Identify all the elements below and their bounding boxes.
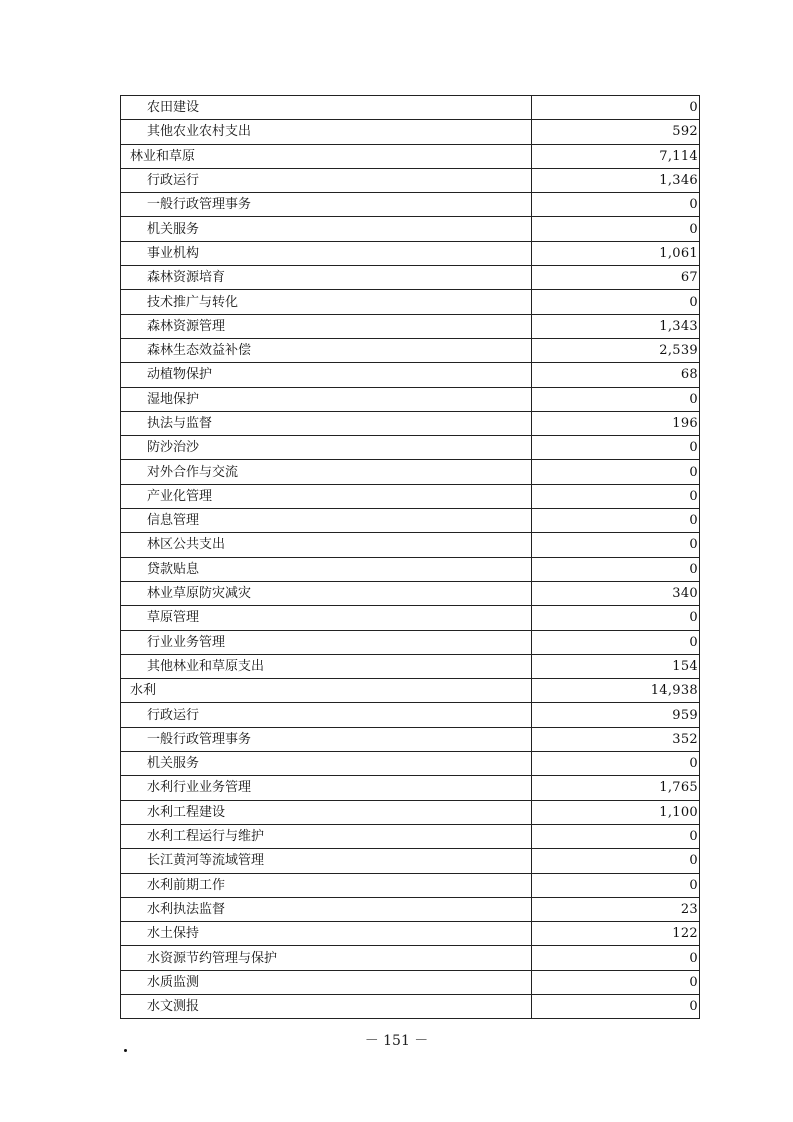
item-amount-cell: 154 [532,654,700,678]
item-amount-cell: 0 [532,533,700,557]
item-amount-cell: 67 [532,266,700,290]
item-amount-cell: 340 [532,581,700,605]
table-row [121,533,700,557]
item-name-cell: 行政运行 [121,703,532,727]
item-name-cell: 技术推广与转化 [121,290,532,314]
table-row [121,193,700,217]
table-row [121,120,700,144]
category-row [121,144,700,168]
item-amount-cell: 0 [532,460,700,484]
item-name-cell: 森林资源管理 [121,314,532,338]
item-amount-cell: 1,765 [532,776,700,800]
table-row [121,654,700,678]
item-amount-cell: 0 [532,873,700,897]
item-amount-cell: 1,100 [532,800,700,824]
item-amount-cell: 0 [532,994,700,1018]
table-row [121,168,700,192]
table-row [121,411,700,435]
item-amount-cell: 0 [532,484,700,508]
item-amount-cell: 0 [532,630,700,654]
item-amount-cell: 0 [532,290,700,314]
item-name-cell: 防沙治沙 [121,436,532,460]
item-name-cell: 水利 [121,679,532,703]
expenditure-table-body [121,96,700,1019]
item-name-cell: 执法与监督 [121,411,532,435]
item-amount-cell: 0 [532,387,700,411]
item-name-cell: 水利执法监督 [121,897,532,921]
table-row [121,873,700,897]
expenditure-table [120,95,700,1019]
table-row [121,241,700,265]
item-amount-cell: 196 [532,411,700,435]
table-row [121,509,700,533]
item-amount-cell: 0 [532,193,700,217]
table-row [121,387,700,411]
table-row [121,266,700,290]
table-row [121,824,700,848]
table-row [121,703,700,727]
table-row [121,970,700,994]
item-name-cell: 农田建设 [121,96,532,120]
table-row [121,630,700,654]
item-name-cell: 林业和草原 [121,144,532,168]
item-amount-cell: 959 [532,703,700,727]
table-row [121,314,700,338]
item-amount-cell: 14,938 [532,679,700,703]
table-row [121,776,700,800]
page-number: － 151 － [364,1033,429,1049]
item-amount-cell: 0 [532,217,700,241]
table-row [121,217,700,241]
category-row [121,679,700,703]
item-name-cell: 林区公共支出 [121,533,532,557]
item-name-cell: 湿地保护 [121,387,532,411]
item-name-cell: 草原管理 [121,606,532,630]
table-row [121,338,700,362]
item-name-cell: 机关服务 [121,217,532,241]
item-name-cell: 一般行政管理事务 [121,727,532,751]
table-row [121,290,700,314]
table-row [121,606,700,630]
item-amount-cell: 0 [532,557,700,581]
table-row [121,436,700,460]
item-amount-cell: 1,346 [532,168,700,192]
item-name-cell: 森林生态效益补偿 [121,338,532,362]
item-name-cell: 行业业务管理 [121,630,532,654]
item-amount-cell: 0 [532,970,700,994]
item-name-cell: 林业草原防灾减灾 [121,581,532,605]
item-name-cell: 对外合作与交流 [121,460,532,484]
item-amount-cell: 7,114 [532,144,700,168]
item-name-cell: 水资源节约管理与保护 [121,946,532,970]
item-amount-cell: 0 [532,96,700,120]
item-amount-cell: 0 [532,509,700,533]
item-name-cell: 贷款贴息 [121,557,532,581]
item-name-cell: 事业机构 [121,241,532,265]
item-name-cell: 水利工程运行与维护 [121,824,532,848]
item-amount-cell: 0 [532,752,700,776]
table-row [121,363,700,387]
item-amount-cell: 68 [532,363,700,387]
item-name-cell: 产业化管理 [121,484,532,508]
item-name-cell: 长江黄河等流域管理 [121,849,532,873]
item-name-cell: 其他农业农村支出 [121,120,532,144]
item-name-cell: 森林资源培育 [121,266,532,290]
item-amount-cell: 0 [532,436,700,460]
item-name-cell: 信息管理 [121,509,532,533]
item-amount-cell: 0 [532,849,700,873]
item-amount-cell: 23 [532,897,700,921]
item-name-cell: 水利工程建设 [121,800,532,824]
table-row [121,946,700,970]
item-amount-cell: 1,061 [532,241,700,265]
item-amount-cell: 352 [532,727,700,751]
table-row [121,922,700,946]
item-name-cell: 动植物保护 [121,363,532,387]
item-name-cell: 水质监测 [121,970,532,994]
table-row [121,557,700,581]
item-name-cell: 其他林业和草原支出 [121,654,532,678]
item-amount-cell: 2,539 [532,338,700,362]
item-name-cell: 一般行政管理事务 [121,193,532,217]
item-amount-cell: 0 [532,946,700,970]
table-row [121,581,700,605]
item-name-cell: 行政运行 [121,168,532,192]
item-amount-cell: 1,343 [532,314,700,338]
table-row [121,994,700,1018]
table-row [121,727,700,751]
table-row [121,96,700,120]
item-amount-cell: 122 [532,922,700,946]
item-amount-cell: 0 [532,606,700,630]
item-name-cell: 水文测报 [121,994,532,1018]
item-name-cell: 水利行业业务管理 [121,776,532,800]
item-name-cell: 水土保持 [121,922,532,946]
item-name-cell: 水利前期工作 [121,873,532,897]
table-row [121,897,700,921]
table-row [121,800,700,824]
table-row [121,460,700,484]
table-row [121,752,700,776]
item-name-cell: 机关服务 [121,752,532,776]
margin-dot [124,1049,127,1052]
table-row [121,484,700,508]
table-row [121,849,700,873]
item-amount-cell: 592 [532,120,700,144]
item-amount-cell: 0 [532,824,700,848]
